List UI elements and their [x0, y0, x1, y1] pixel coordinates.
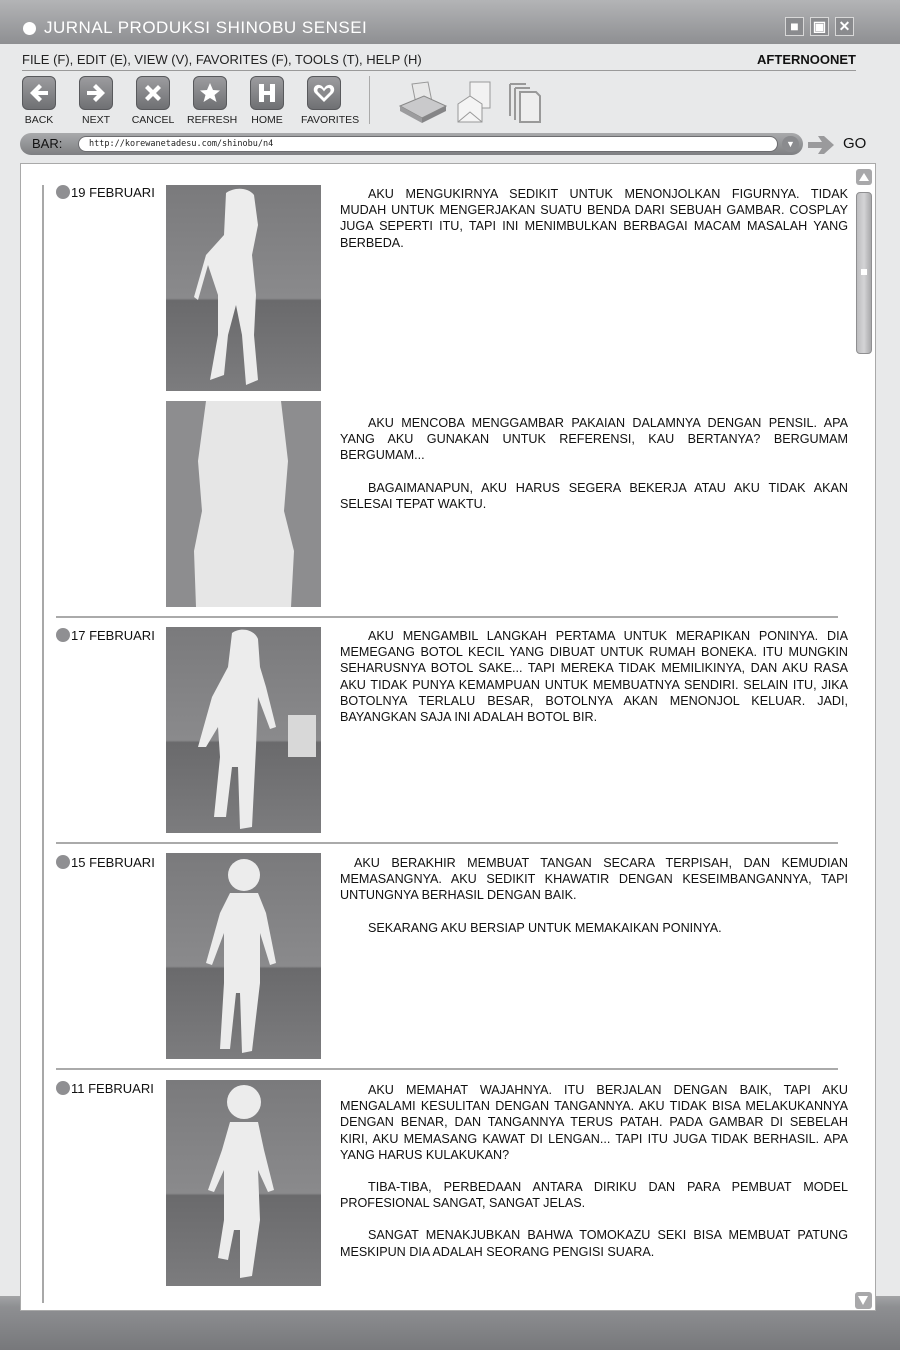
heart-icon [312, 81, 336, 105]
figure-silhouette [166, 1080, 321, 1286]
entry-text: AKU MEMAHAT WAJAHNYA. ITU BERJALAN DENGAN BAIK, TAPI AKU MENGALAMI KESULITAN DENGAN TANGANNYA. AKU TIDAK BISA MELAKUKANNYA DENGAN BENAR, DAN TANGANNYA TERUS PATAH. PADA GAMBAR DI SEBELAH KIRI, AKU MEMASANG KAWAT DI LENGAN... TAPI ITU JUGA TIDAK BERHASIL. APA YANG HARUS KULAKUKAN? TIBA-TIBA, PERBEDAAN ANTARA DIRIKU DAN PARA PEMBUAT MODEL PROFESIONAL SANGAT, SANGAT JELAS. SANGAT MENAKJUBKAN BAHWA TOMOKAZU SEKI BISA MEMBUAT PATUNG MESKIPUN DIA ADALAH SEORANG PENGISI SUARA. [340, 1083, 848, 1259]
entry-date: 19 FEBRUARI [56, 185, 155, 200]
back-label: BACK [24, 114, 54, 126]
brand-label: AFTERNOONET [757, 52, 856, 67]
bullet-icon [56, 185, 70, 199]
go-arrow-icon[interactable] [806, 133, 836, 157]
cancel-label: CANCEL [131, 114, 175, 126]
scroll-down-icon [858, 1296, 868, 1305]
figure-photo [166, 1080, 321, 1286]
minimize-icon: ■ [790, 18, 799, 34]
bullet-icon [56, 1081, 70, 1095]
entry-text: AKU BERAKHIR MEMBUAT TANGAN SECARA TERPISAH, DAN KEMUDIAN MEMASANGNYA. AKU SEDIKIT KHAWATIR DENGAN KESEIMBANGANNYA, TAPI UNTUNGNYA BERHASIL DENGAN BAIK. SEKARANG AKU BERSIAP UNTUK MEMAKAIKAN PONINYA. [340, 856, 848, 935]
arrow-right-icon [84, 81, 108, 105]
url-input[interactable]: http://korewanetadesu.com/shinobu/n4 [78, 136, 778, 152]
pages-icon[interactable] [506, 80, 546, 124]
figure-silhouette [166, 401, 321, 607]
entry-text: AKU MENGAMBIL LANGKAH PERTAMA UNTUK MERAPIKAN PONINYA. DIA MEMEGANG BOTOL KECIL YANG DIBUAT UNTUK RUMAH BONEKA. ITU MUNGKIN SEHARUSNYA BOTOL SAKE... TAPI MEREKA TIDAK MEMILIKINYA, DAN AKU RASA AKU TIDAK PUNYA KEMAMPUAN UNTUK MEMBUATNYA SENDIRI. SELAIN ITU, JIKA BOTOLNYA TERLALU BESAR, BOTOLNYA AKAN MENONJOL KELUAR. JADI, BAYANGKAN SAJA INI ADALAH BOTOL BIR. [340, 629, 848, 725]
printer-icon[interactable] [398, 80, 448, 124]
entry-text: AKU MENGUKIRNYA SEDIKIT UNTUK MENONJOLKAN FIGURNYA. TIDAK MUDAH UNTUK MENGERJAKAN SUATU BENDA DARI SEBUAH GAMBAR. COSPLAY JUGA SEPERTI ITU, TAPI INI MENIMBULKAN BERBAGAI MACAM MASALAH YANG BERBEDA. [340, 187, 848, 250]
entry-date: 15 FEBRUARI [56, 855, 155, 870]
mail-icon[interactable] [456, 80, 498, 124]
entry-divider [56, 1068, 838, 1070]
toolbar [22, 76, 872, 128]
scroll-down-button[interactable] [855, 1292, 872, 1309]
figure-silhouette [166, 853, 321, 1059]
figure-photo [166, 185, 321, 391]
entry-date: 17 FEBRUARI [56, 628, 155, 643]
content-left-rule [42, 185, 44, 1303]
arrow-left-icon [27, 81, 51, 105]
go-button[interactable]: GO [843, 135, 867, 152]
scroll-up-icon [859, 173, 869, 181]
entry-divider [56, 842, 838, 844]
restore-button[interactable] [810, 17, 829, 36]
figure-silhouette [166, 185, 321, 391]
close-button[interactable] [835, 17, 854, 36]
next-button[interactable] [73, 76, 119, 126]
restore-icon: ▣ [812, 18, 827, 34]
star-icon [198, 81, 222, 105]
next-label: NEXT [81, 114, 110, 126]
minimize-button[interactable] [785, 17, 804, 36]
entry-divider [56, 616, 838, 618]
menu-bar [22, 52, 856, 71]
bullet-icon [56, 628, 70, 642]
home-label: HOME [251, 114, 283, 126]
menu-items[interactable]: FILE (F), EDIT (E), VIEW (V), FAVORITES (F), TOOLS (T), HELP (H) [22, 52, 422, 67]
figure-photo [166, 627, 321, 833]
figure-photo [166, 853, 321, 1059]
h-icon [255, 81, 279, 105]
window-title: JURNAL PRODUKSI SHINOBU SENSEI [44, 18, 368, 37]
entry-text: AKU MENCOBA MENGGAMBAR PAKAIAN DALAMNYA DENGAN PENSIL. APA YANG AKU GUNAKAN UNTUK REFERENSI, KAU BERTANYA? BERGUMAM BERGUMAM... BAGAIMANAPUN, AKU HARUS SEGERA BEKERJA ATAU AKU TIDAK AKAN SELESAI TEPAT WAKTU. [340, 416, 848, 511]
x-icon [141, 81, 165, 105]
address-bar [20, 133, 803, 155]
home-button[interactable] [244, 76, 290, 126]
figure-silhouette [166, 627, 321, 833]
scrollbar-grip-icon [861, 269, 867, 275]
favorites-button[interactable] [301, 76, 360, 126]
favorites-label: FAVORITES [301, 114, 360, 126]
url-dropdown-button[interactable] [782, 136, 799, 152]
refresh-label: REFRESH [187, 114, 238, 126]
address-label: BAR: [32, 136, 63, 151]
scroll-up-button[interactable] [856, 169, 872, 185]
toolbar-separator [369, 76, 370, 124]
back-button[interactable] [16, 76, 62, 126]
refresh-button[interactable] [187, 76, 238, 126]
window-dot-icon [23, 22, 36, 35]
title-bar [0, 0, 900, 44]
figure-photo [166, 401, 321, 607]
chevron-down-icon: ▼ [786, 139, 795, 149]
cancel-button[interactable] [130, 76, 176, 126]
close-icon: ✕ [838, 18, 851, 34]
entry-date: 11 FEBRUARI [56, 1081, 154, 1096]
scrollbar-thumb[interactable] [856, 192, 872, 354]
bullet-icon [56, 855, 70, 869]
